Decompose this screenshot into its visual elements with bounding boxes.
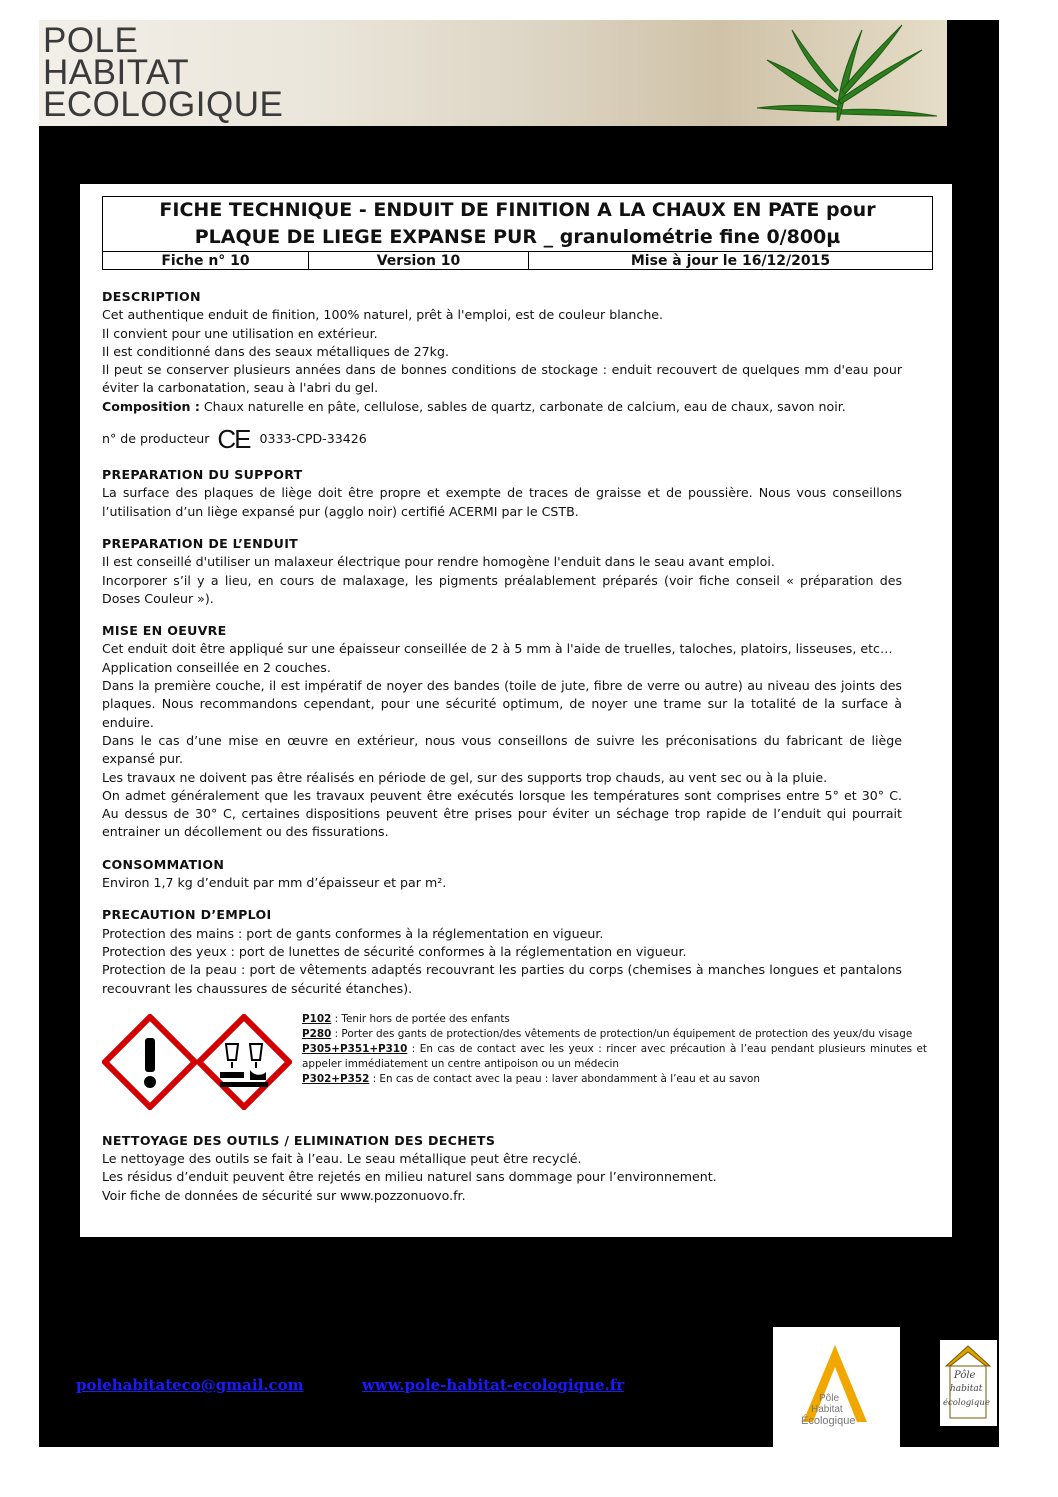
enduit-line: Incorporer s’il y a lieu, en cours de malaxage, les pigments préalablement préparés (voir fiche conseil « préparation des Doses Couleur »).	[102, 572, 902, 606]
logo1-line-2: Habitat	[811, 1404, 843, 1415]
section-title-precaution: PRECAUTION D’EMPLOI	[102, 907, 272, 923]
logo2-line-2: habitat	[950, 1384, 983, 1394]
precautionary-phrase	[302, 1012, 927, 1027]
nettoyage-line: Voir fiche de données de sécurité sur www.pozzonuovo.fr.	[102, 1187, 466, 1203]
mise-line: Dans la première couche, il est impératif de noyer des bandes (toile de jute, fibre de verre ou autre) au niveau des joints des plaques. Nous recommandons cependant, pour une sécurité optimum, de noyer une trame sur la totalité de la surface à enduire.	[102, 678, 902, 730]
logo1-line-1: Pôle	[819, 1393, 840, 1404]
phrase-code: P302+P352	[302, 1072, 370, 1085]
exclamation-hazard-icon	[102, 1014, 198, 1110]
description-line: Cet authentique enduit de finition, 100% naturel, prêt à l'emploi, est de couleur blanche.	[102, 307, 664, 323]
mise-line: On admet généralement que les travaux peuvent être exécutés lorsque les températures sont comprises entre 5° et 30° C. Au dessus de 30° C, certaines dispositions peuvent être prises pour éviter un séchage trop rapide de l’enduit qui pourrait entrainer un décollement ou des fissurations.	[102, 787, 902, 840]
producer-row	[102, 424, 902, 455]
banner-title-line-2: HABITAT	[43, 53, 190, 92]
consommation-text: Environ 1,7 kg d’enduit par mm d’épaisseur et par m².	[102, 875, 447, 891]
mise-line: Les travaux ne doivent pas être réalisés en période de gel, sur des supports trop chauds, au vent sec ou à la pluie.	[102, 769, 828, 785]
precaution-line: Protection des mains : port de gants conformes à la réglementation en vigueur.	[102, 925, 604, 941]
phrase-code: P305+P351+P310	[302, 1042, 408, 1055]
hazard-block	[102, 1010, 927, 1118]
banner-title-line-1: POLE	[43, 21, 139, 60]
hemp-leaf-icon	[687, 20, 947, 126]
precautionary-phrase	[302, 1027, 927, 1042]
mise-line: Application conseillée en 2 couches.	[102, 659, 331, 675]
document-body	[102, 288, 927, 1205]
precaution-line: Protection de la peau : port de vêtements adaptés recouvrant les parties du corps (chemises à manches longues et pantalons recouvrant les chaussures de sécurité étanches).	[102, 962, 902, 996]
logo1-line-3: Écologique	[801, 1415, 856, 1427]
logo2-line-3: écologique	[943, 1398, 990, 1408]
precautionary-phrase	[302, 1042, 927, 1072]
nettoyage-line: Les résidus d’enduit peuvent être rejetés en milieu naturel sans dommage pour l’environnement.	[102, 1169, 717, 1185]
section-title-enduit: PREPARATION DE L’ENDUIT	[102, 535, 299, 551]
ce-mark: CE	[217, 424, 250, 455]
pole-habitat-logo-small	[940, 1340, 997, 1426]
description-line: Il convient pour une utilisation en extérieur.	[102, 325, 378, 341]
banner-title-line-3: ECOLOGIQUE	[43, 85, 284, 124]
section-title-support: PREPARATION DU SUPPORT	[102, 467, 303, 483]
description-line: Il est conditionné dans des seaux métalliques de 27kg.	[102, 343, 449, 359]
enduit-line: Il est conseillé d'utiliser un malaxeur électrique pour rendre homogène l'enduit dans le seau avant emploi.	[102, 554, 775, 570]
title-line-2: PLAQUE DE LIEGE EXPANSE PUR _ granulométrie fine 0/800µ	[194, 226, 841, 248]
header-banner	[39, 20, 947, 126]
producer-number: 0333-CPD-33426	[259, 430, 367, 446]
mise-line: Cet enduit doit être appliqué sur une épaisseur conseillée de 2 à 5 mm à l'aide de truelles, taloches, platoirs, lisseuses, etc…	[102, 641, 893, 657]
fiche-number: Fiche n° 10	[103, 252, 309, 270]
nettoyage-line: Le nettoyage des outils se fait à l’eau. Le seau métallique peut être recyclé.	[102, 1151, 582, 1167]
phrase-code: P280	[302, 1027, 332, 1040]
footer-email-link[interactable]: polehabitateco@gmail.com	[76, 1376, 304, 1394]
composition-text: Chaux naturelle en pâte, cellulose, sables de quartz, carbonate de calcium, eau de chaux, savon noir.	[199, 398, 846, 414]
description-line: Il peut se conserver plusieurs années dans de bonnes conditions de stockage : enduit recouvert de quelques mm d'eau pour éviter la carbonatation, seau à l'abri du gel.	[102, 362, 902, 396]
composition	[102, 398, 902, 416]
document-sheet	[80, 184, 952, 1237]
roof-logo-icon	[773, 1327, 900, 1447]
section-title-mise-en-oeuvre: MISE EN OEUVRE	[102, 623, 227, 639]
precaution-line: Protection des yeux : port de lunettes de sécurité conformes à la réglementation en vigueur.	[102, 943, 687, 959]
update-date: Mise à jour le 16/12/2015	[529, 252, 933, 270]
phrase-text: : Tenir hors de portée des enfants	[331, 1012, 510, 1025]
section-title-description: DESCRIPTION	[102, 289, 201, 304]
mise-line: Dans le cas d’une mise en œuvre en extérieur, nous vous conseillons de suivre les préconisations du fabricant de liège expansé pur.	[102, 732, 902, 767]
logo2-line-1: Pôle	[954, 1370, 976, 1381]
version-number: Version 10	[309, 252, 529, 270]
house-logo-icon	[940, 1340, 997, 1426]
document-title	[103, 197, 933, 252]
title-line-1: FICHE TECHNIQUE - ENDUIT DE FINITION A LA CHAUX EN PATE pour	[159, 199, 876, 221]
section-title-consommation: CONSOMMATION	[102, 856, 225, 872]
producer-label: n° de producteur	[102, 430, 210, 446]
footer-website-link[interactable]: www.pole-habitat-ecologique.fr	[362, 1376, 625, 1394]
phrase-code: P102	[302, 1012, 332, 1025]
pole-habitat-logo	[773, 1327, 900, 1447]
phrase-text: : En cas de contact avec la peau : laver abondamment à l’eau et au savon	[369, 1072, 760, 1085]
header-table	[102, 196, 933, 270]
section-title-nettoyage: NETTOYAGE DES OUTILS / ELIMINATION DES DECHETS	[102, 1132, 496, 1148]
composition-label: Composition :	[102, 398, 200, 414]
support-text: La surface des plaques de liège doit être propre et exempte de traces de graisse et de poussière. Nous vous conseillons l’utilisation d’un liège expansé pur (agglo noir) certifié ACERMI par le CSTB.	[102, 485, 902, 519]
phrase-text: : En cas de contact avec les yeux : rincer avec précaution à l’eau pendant plusieurs minutes et appeler immédiatement un centre antipoison ou un médecin	[302, 1042, 927, 1070]
precautionary-statements	[302, 1012, 927, 1087]
precautionary-phrase	[302, 1072, 927, 1087]
corrosive-hazard-icon	[196, 1014, 292, 1110]
phrase-text: : Porter des gants de protection/des vêtements de protection/un équipement de protection des yeux/du visage	[331, 1027, 913, 1040]
